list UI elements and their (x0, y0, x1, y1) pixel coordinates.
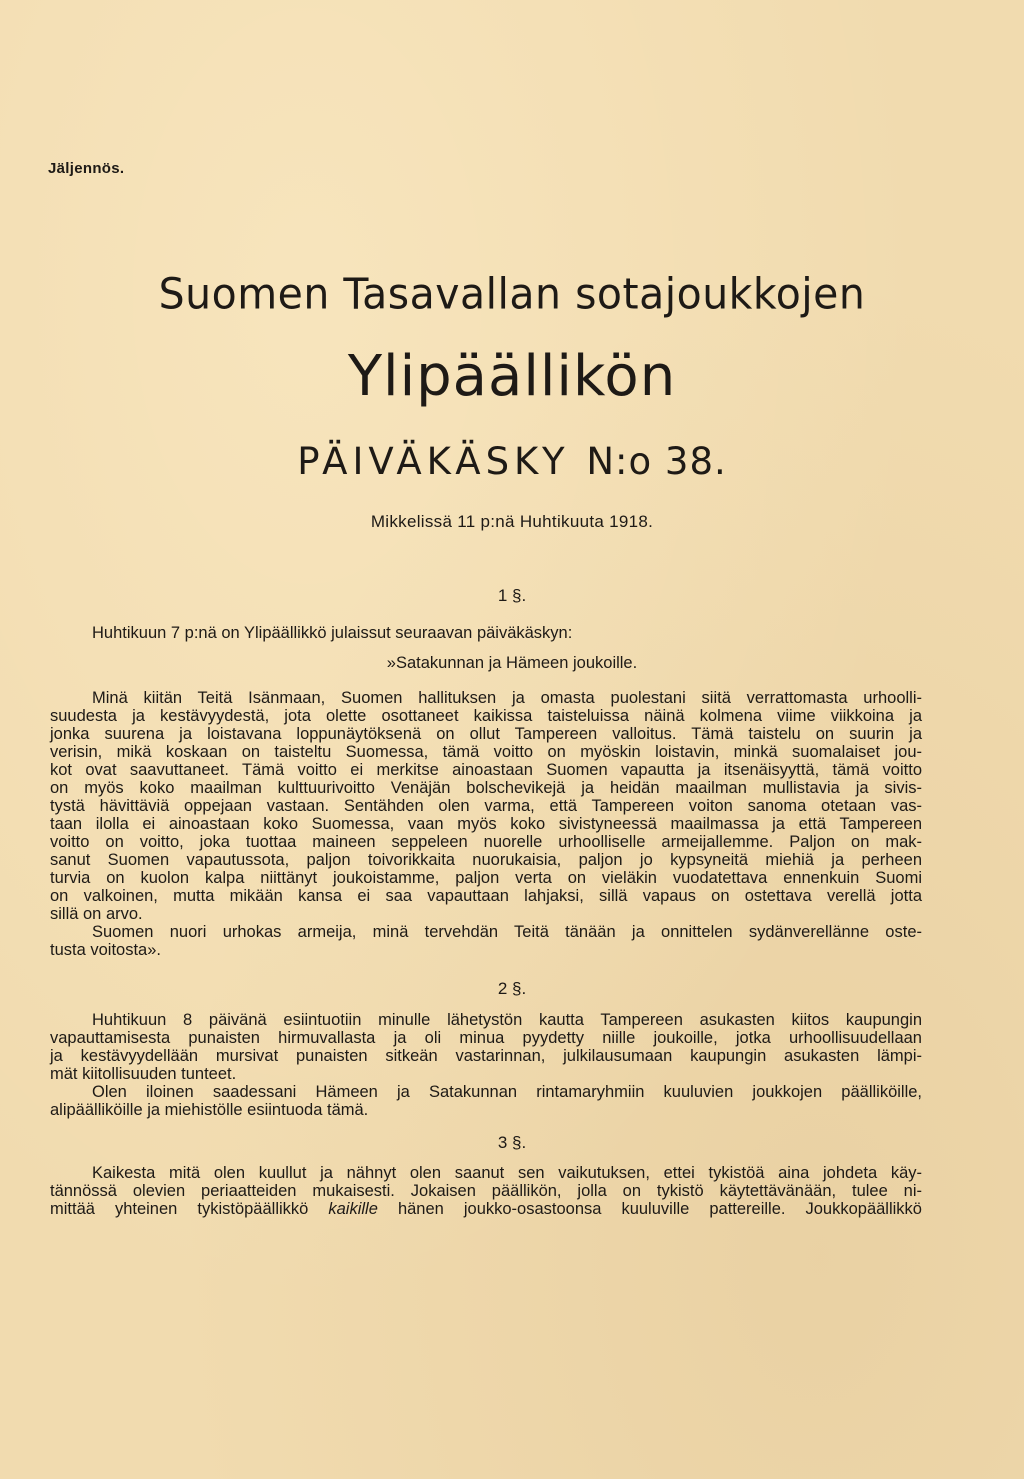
dateline: Mikkelissä 11 p:nä Huhtikuuta 1918. (370, 512, 654, 531)
section-1-line: Suomen nuori urhokas armeija, minä tervehdän Teitä tänään ja onnittelen sydänverellänne oste- (92, 923, 922, 941)
section-1-line: kot ovat saavuttaneet. Tämä voitto ei merkitse ainoastaan Suomen vapautta ja itsenäisyyttä, tämä voitto (50, 761, 922, 779)
heading-line-1: Suomen Tasavallan sotajoukkojen (158, 268, 866, 320)
section-1-line: sillä on arvo. (50, 905, 143, 923)
order-number: N:o 38. (586, 440, 727, 483)
section-1-line: suudesta ja kestävyydestä, jota olette osottaneet kaikissa taisteluissa näinä kolmena viime viikkoina ja (50, 707, 922, 725)
section-1-line: on valkoinen, mutta mikään kansa ei saa vapauttaan lahjaksi, sillä vapaus on ostettava verellä jotta (50, 887, 922, 905)
section-1-line: jonka suurena ja loistavana loppunäytöksenä on ollut Tampereen valloitus. Tämä taistelu on suurin ja (50, 725, 922, 743)
section-1-line: »Satakunnan ja Hämeen joukoille. (386, 654, 638, 672)
section-1-line: sanut Suomen vapautussota, paljon toivorikkaita nuorukaisia, paljon jo kypsyneitä miehiä ja perheen (50, 851, 922, 869)
section-1-line: Minä kiitän Teitä Isänmaan, Suomen hallituksen ja omasta puolestani siitä verrattomasta urhoolli- (92, 689, 922, 707)
section-2-line: Olen iloinen saadessani Hämeen ja Satakunnan rintamaryhmiin kuuluvien joukkojen päälliköille, (92, 1083, 922, 1101)
emphasized-word: kaikille (328, 1200, 378, 1218)
section-2-line: Huhtikuun 8 päivänä esiintuotiin minulle lähetystön kautta Tampereen asukasten kiitos kaupungin (92, 1011, 922, 1029)
section-1-line: tystä hävittäviä oppejaan vastaan. Sentähden olen varma, että Tampereen voiton sanoma otetaan vas- (50, 797, 922, 815)
heading-line-2: Ylipäällikön (347, 344, 677, 409)
section-1-line: on myös koko maailman kulttuurivoitto Venäjän bolschevikejä ja heidän maailman mullistavia ja sivis- (50, 779, 922, 797)
section-1-line: Huhtikuun 7 p:nä on Ylipäällikkö julaissut seuraavan päiväkäskyn: (92, 624, 573, 642)
section-2-line: alipäälliköille ja miehistölle esiintuoda tämä. (50, 1101, 369, 1119)
section-1-line: tusta voitosta». (50, 941, 161, 959)
section-3-line: Kaikesta mitä olen kuullut ja nähnyt olen saanut sen vaikutuksen, ettei tykistöä aina johdeta käy- (92, 1164, 922, 1182)
copy-label: Jäljennös. (48, 160, 125, 177)
section-3-line: tännössä olevien periaatteiden mukaisesti. Jokaisen päällikön, jolla on tykistö käytettävänään, tulee ni- (50, 1182, 922, 1200)
section-2-line: ja kestävyydellään mursivat punaisten sitkeän vastarinnan, julkilausumaan kaupungin asukasten lämpi- (50, 1047, 922, 1065)
section-2-mark: 2 §. (497, 979, 527, 998)
section-3-line-part: hänen joukko-osastoonsa kuuluville pattereille. Joukkopäällikkö (397, 1200, 922, 1218)
section-1-line: voitto on voitto, joka tuottaa maineen seppeleen nuorelle urhoolliselle armeijallemme. Paljon on mak- (50, 833, 922, 851)
section-2-line: mät kiitollisuuden tunteet. (50, 1065, 237, 1083)
section-3-line (50, 1200, 922, 1218)
heading-line-3 (0, 440, 1024, 483)
section-3-line-part: mittää yhteinen tykistöpäällikkö (50, 1200, 309, 1218)
section-1-line: taan ilolla ei ainoastaan koko Suomessa, vaan myös koko sivistyneessä maailmassa ja että Tampereen (50, 815, 922, 833)
section-3-mark: 3 §. (497, 1133, 527, 1152)
section-1-line: turvia on kuolon kalpa niittänyt joukoistamme, paljon verta on vieläkin vuodatettava ennenkuin Suomi (50, 869, 922, 887)
section-1-mark: 1 §. (497, 586, 527, 605)
order-title: PÄIVÄKÄSKY (297, 440, 570, 483)
section-1-line: verisin, mikä koskaan on taisteltu Suomessa, tämä voitto on myöskin loistavin, minkä suomalaiset jou- (50, 743, 922, 761)
section-2-line: vapauttamisesta punaisten hirmuvallasta ja oli minua pyydetty niille joukoille, jotka urhoollisuudellaan (50, 1029, 922, 1047)
